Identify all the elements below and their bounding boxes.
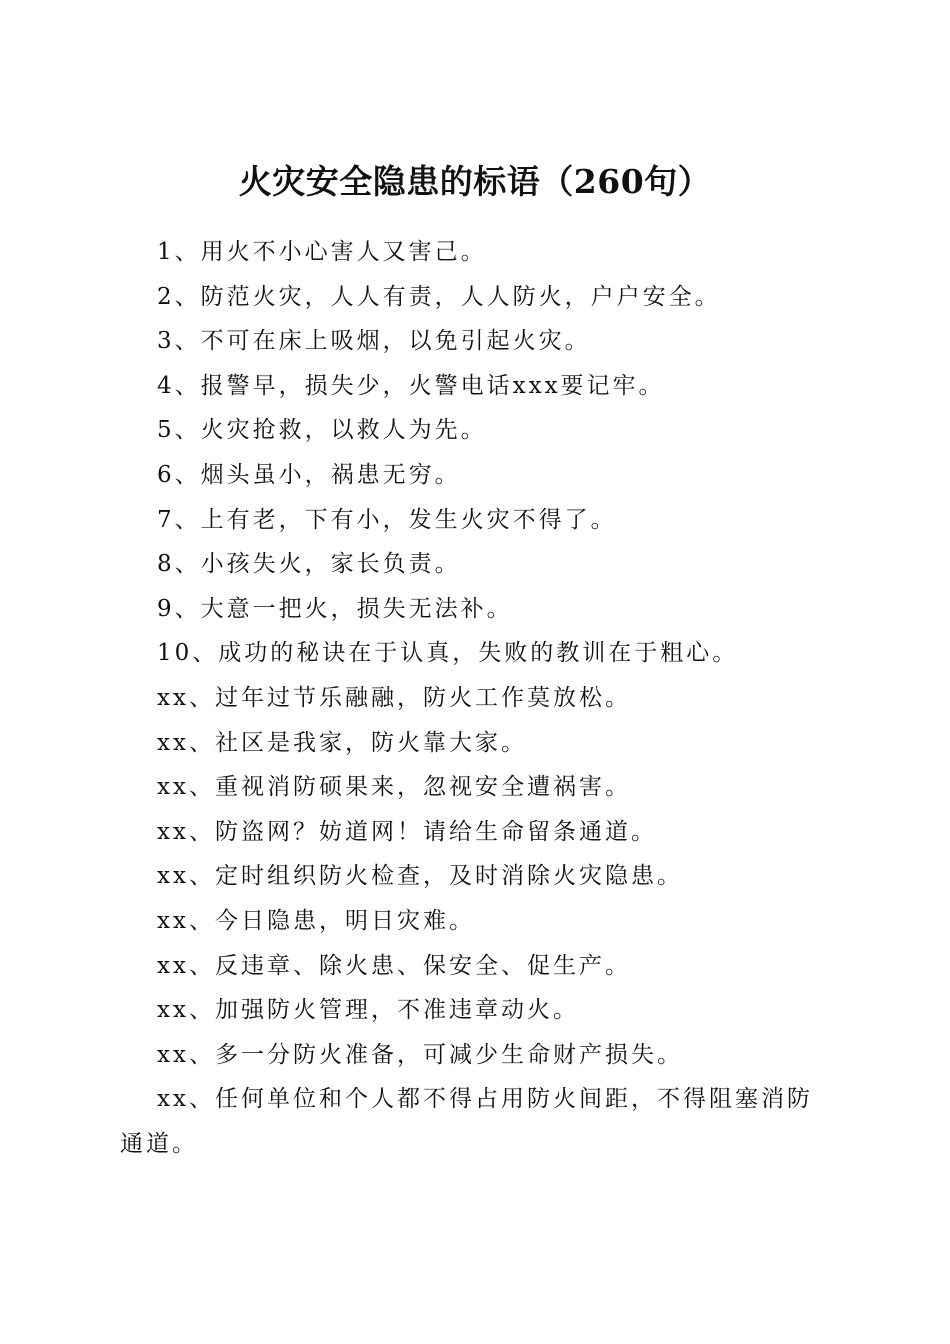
list-item: 8、小孩失火，家长负责。 (157, 551, 461, 578)
slogan-list (120, 230, 830, 1166)
list-item: xx、防盗网？妨道网！请给生命留条通道。 (157, 818, 657, 845)
list-item: xx、多一分防火准备，可减少生命财产损失。 (157, 1041, 683, 1068)
list-item: 7、上有老，下有小，发生火灾不得了。 (157, 506, 617, 533)
list-item: 3、不可在床上吸烟，以免引起火灾。 (157, 328, 591, 355)
list-item: xx、反违章、除火患、保安全、促生产。 (157, 952, 631, 979)
list-item: xx、重视消防硕果来，忽视安全遭祸害。 (157, 774, 631, 801)
list-item: 10、成功的秘诀在于认真，失败的教训在于粗心。 (157, 640, 739, 667)
list-item: 1、用火不小心害人又害己。 (157, 239, 487, 265)
list-item: xx、社区是我家，防火靠大家。 (157, 729, 527, 756)
list-item: xx、今日隐患，明日灾难。 (157, 907, 475, 934)
list-item: 9、大意一把火，损失无法补。 (157, 595, 513, 622)
list-item: xx、过年过节乐融融，防火工作莫放松。 (157, 684, 631, 711)
document-title: 火灾安全隐患的标语（260句） (238, 162, 712, 202)
list-item: 2、防范火灾，人人有责，人人防火，户户安全。 (157, 283, 721, 310)
list-item: 6、烟头虽小，祸患无穷。 (157, 461, 461, 488)
list-item: xx、加强防火管理，不准违章动火。 (157, 997, 579, 1024)
list-item: 5、火灾抢救，以救人为先。 (157, 417, 487, 444)
list-item: 4、报警早，损失少，火警电话xxx要记牢。 (157, 372, 665, 399)
list-item: xx、任何单位和个人都不得占用防火间距，不得阻塞消防通道。 (120, 1086, 813, 1157)
list-item: xx、定时组织防火检查，及时消除火灾隐患。 (157, 863, 683, 890)
